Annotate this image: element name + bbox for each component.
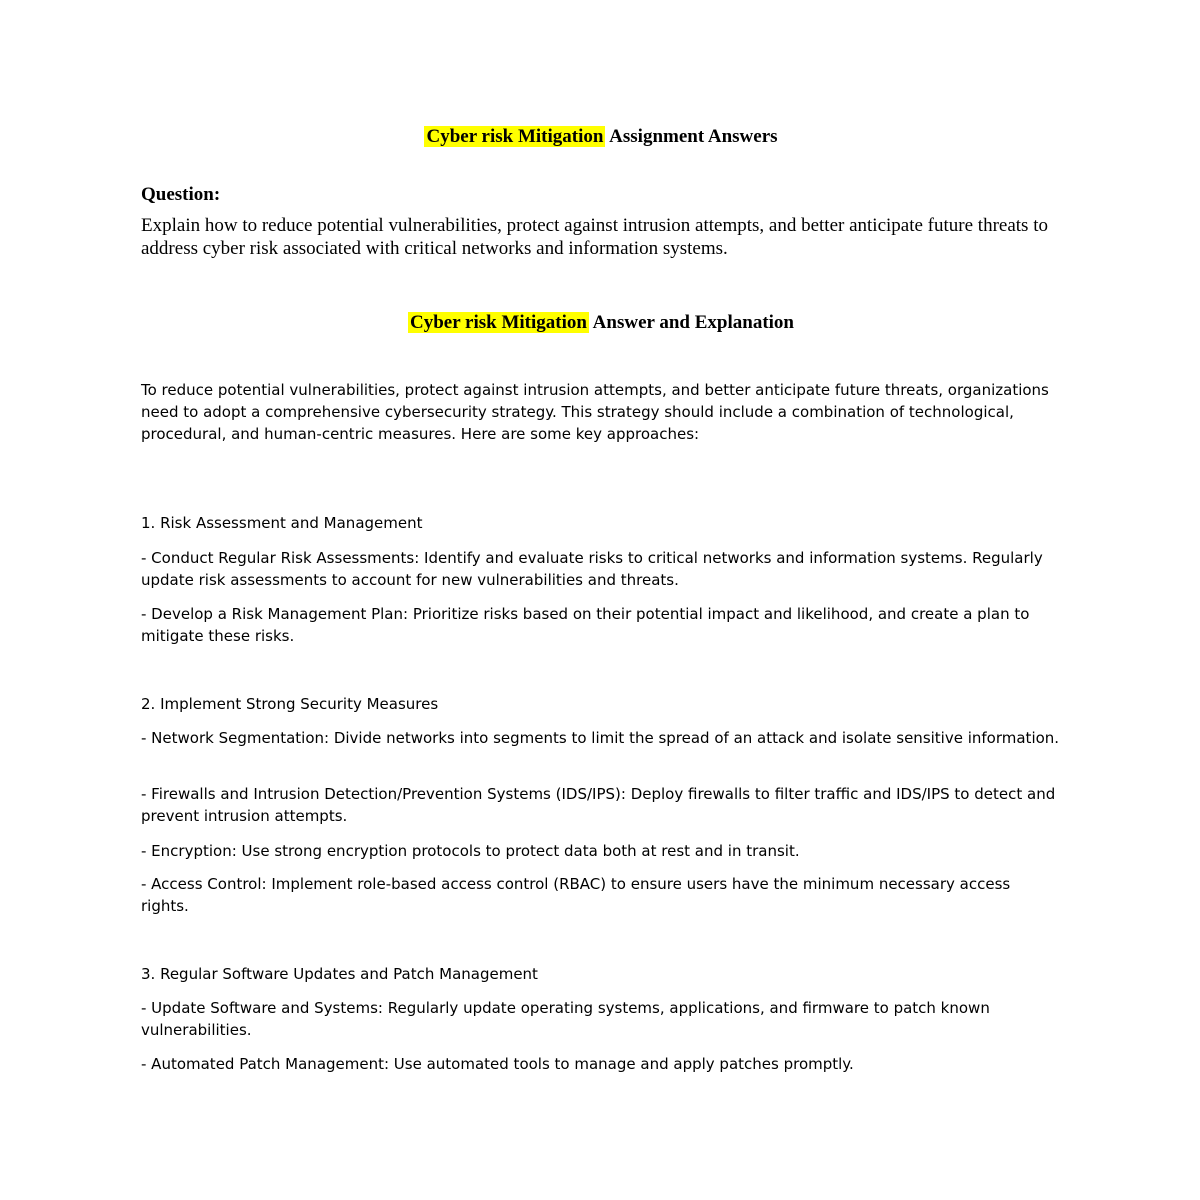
answer-title-rest: Answer and Explanation [588, 312, 794, 333]
title-rest: Assignment Answers [605, 126, 778, 147]
section-3-item-1: - Update Software and Systems: Regularly update operating systems, applications, and firmware to patch known vulnerabilities. [141, 999, 990, 1039]
section-2-item-4: - Access Control: Implement role-based access control (RBAC) to ensure users have the minimum necessary access rights. [141, 875, 1011, 915]
title-highlight: Cyber risk Mitigation [426, 126, 604, 147]
question-text: Explain how to reduce potential vulnerabilities, protect against intrusion attempts, and better anticipate future threats to address cyber risk associated with critical networks and information systems. [141, 215, 1048, 259]
answer-title [141, 311, 1061, 335]
section-heading-1: 1. Risk Assessment and Management [141, 514, 423, 532]
document-title [141, 125, 1061, 149]
section-heading-3: 3. Regular Software Updates and Patch Management [141, 965, 538, 983]
section-2-item-2: - Firewalls and Intrusion Detection/Prevention Systems (IDS/IPS): Deploy firewalls to filter traffic and IDS/IPS to detect and prevent intrusion attempts. [141, 785, 1056, 825]
answer-title-highlight: Cyber risk Mitigation [409, 312, 587, 333]
section-2-item-3: - Encryption: Use strong encryption protocols to protect data both at rest and in transit. [141, 842, 800, 860]
section-3-item-2: - Automated Patch Management: Use automated tools to manage and apply patches promptly. [141, 1055, 854, 1073]
section-heading-2: 2. Implement Strong Security Measures [141, 695, 439, 713]
intro-paragraph: To reduce potential vulnerabilities, protect against intrusion attempts, and better anticipate future threats, organizations need to adopt a comprehensive cybersecurity strategy. This strategy should include a combination of technological, procedural, and human-centric measures. Here are some key approaches: [141, 381, 1049, 443]
section-2-item-1: - Network Segmentation: Divide networks into segments to limit the spread of an attack and isolate sensitive information. [141, 729, 1060, 747]
question-label: Question: [141, 184, 221, 205]
section-1-item-1: - Conduct Regular Risk Assessments: Identify and evaluate risks to critical networks and information systems. Regularly update risk assessments to account for new vulnerabilities and threats. [141, 549, 1043, 589]
section-1-item-2: - Develop a Risk Management Plan: Prioritize risks based on their potential impact and likelihood, and create a plan to mitigate these risks. [141, 605, 1030, 645]
